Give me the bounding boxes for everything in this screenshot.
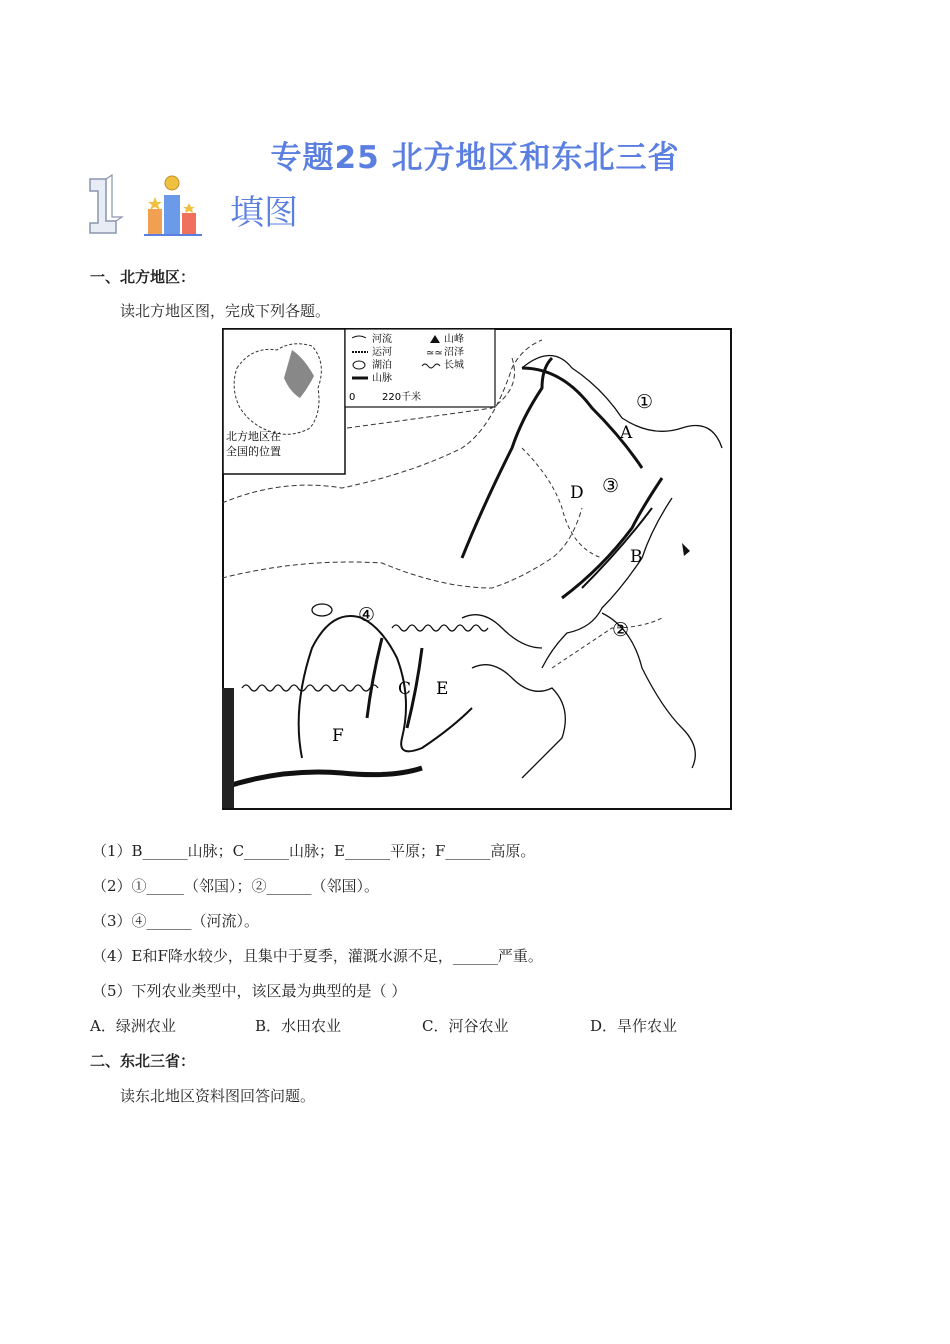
svg-text:沼泽: 沼泽 xyxy=(444,347,464,358)
page-title: 专题25 北方地区和东北三省 xyxy=(270,140,680,176)
option-c: C．河谷农业 xyxy=(422,1017,509,1035)
inset-caption-2: 全国的位置 xyxy=(226,445,281,458)
label-1: ① xyxy=(636,391,654,413)
option-d: D．旱作农业 xyxy=(590,1017,678,1035)
svg-text:运河: 运河 xyxy=(372,347,392,358)
label-E: E xyxy=(436,679,449,699)
section1-heading: 一、北方地区： xyxy=(90,268,196,286)
svg-text:≃≃: ≃≃ xyxy=(426,348,443,359)
podium-icon xyxy=(86,173,216,239)
svg-text:长城: 长城 xyxy=(444,360,464,371)
north-china-map xyxy=(222,328,732,810)
svg-text:山脉: 山脉 xyxy=(372,373,392,384)
label-2: ② xyxy=(612,619,630,641)
section-banner xyxy=(86,173,346,239)
label-C: C xyxy=(398,679,412,699)
label-3: ③ xyxy=(602,475,620,497)
question-1: （1）B______山脉；C______山脉；E______平原；F______高原。 xyxy=(92,842,536,860)
svg-text:220千米: 220千米 xyxy=(382,392,422,403)
label-A: A xyxy=(620,423,633,443)
section2-intro: 读东北地区资料图回答问题。 xyxy=(120,1087,316,1105)
label-4: ④ xyxy=(358,604,376,626)
svg-text:山峰: 山峰 xyxy=(444,334,464,345)
question-4: （4）E和F降水较少，且集中于夏季，灌溉水源不足，______严重。 xyxy=(92,947,543,965)
option-b: B．水田农业 xyxy=(255,1017,342,1035)
inset-caption-1: 北方地区在 xyxy=(226,430,281,443)
section2-heading: 二、东北三省： xyxy=(90,1052,196,1070)
question-2: （2）①_____（邻国）；②______（邻国）。 xyxy=(92,877,380,895)
section1-intro: 读北方地区图，完成下列各题。 xyxy=(120,302,331,320)
svg-text:0: 0 xyxy=(349,392,356,403)
label-B: B xyxy=(630,547,643,567)
banner-label: 填图 xyxy=(230,193,298,233)
question-3: （3）④______（河流）。 xyxy=(92,912,260,930)
svg-text:湖泊: 湖泊 xyxy=(372,360,392,371)
svg-text:河流: 河流 xyxy=(372,334,392,345)
question-5: （5）下列农业类型中，该区最为典型的是（ ） xyxy=(92,982,407,1000)
option-a: A．绿洲农业 xyxy=(90,1017,176,1035)
label-F: F xyxy=(332,726,344,746)
label-D: D xyxy=(570,483,584,503)
